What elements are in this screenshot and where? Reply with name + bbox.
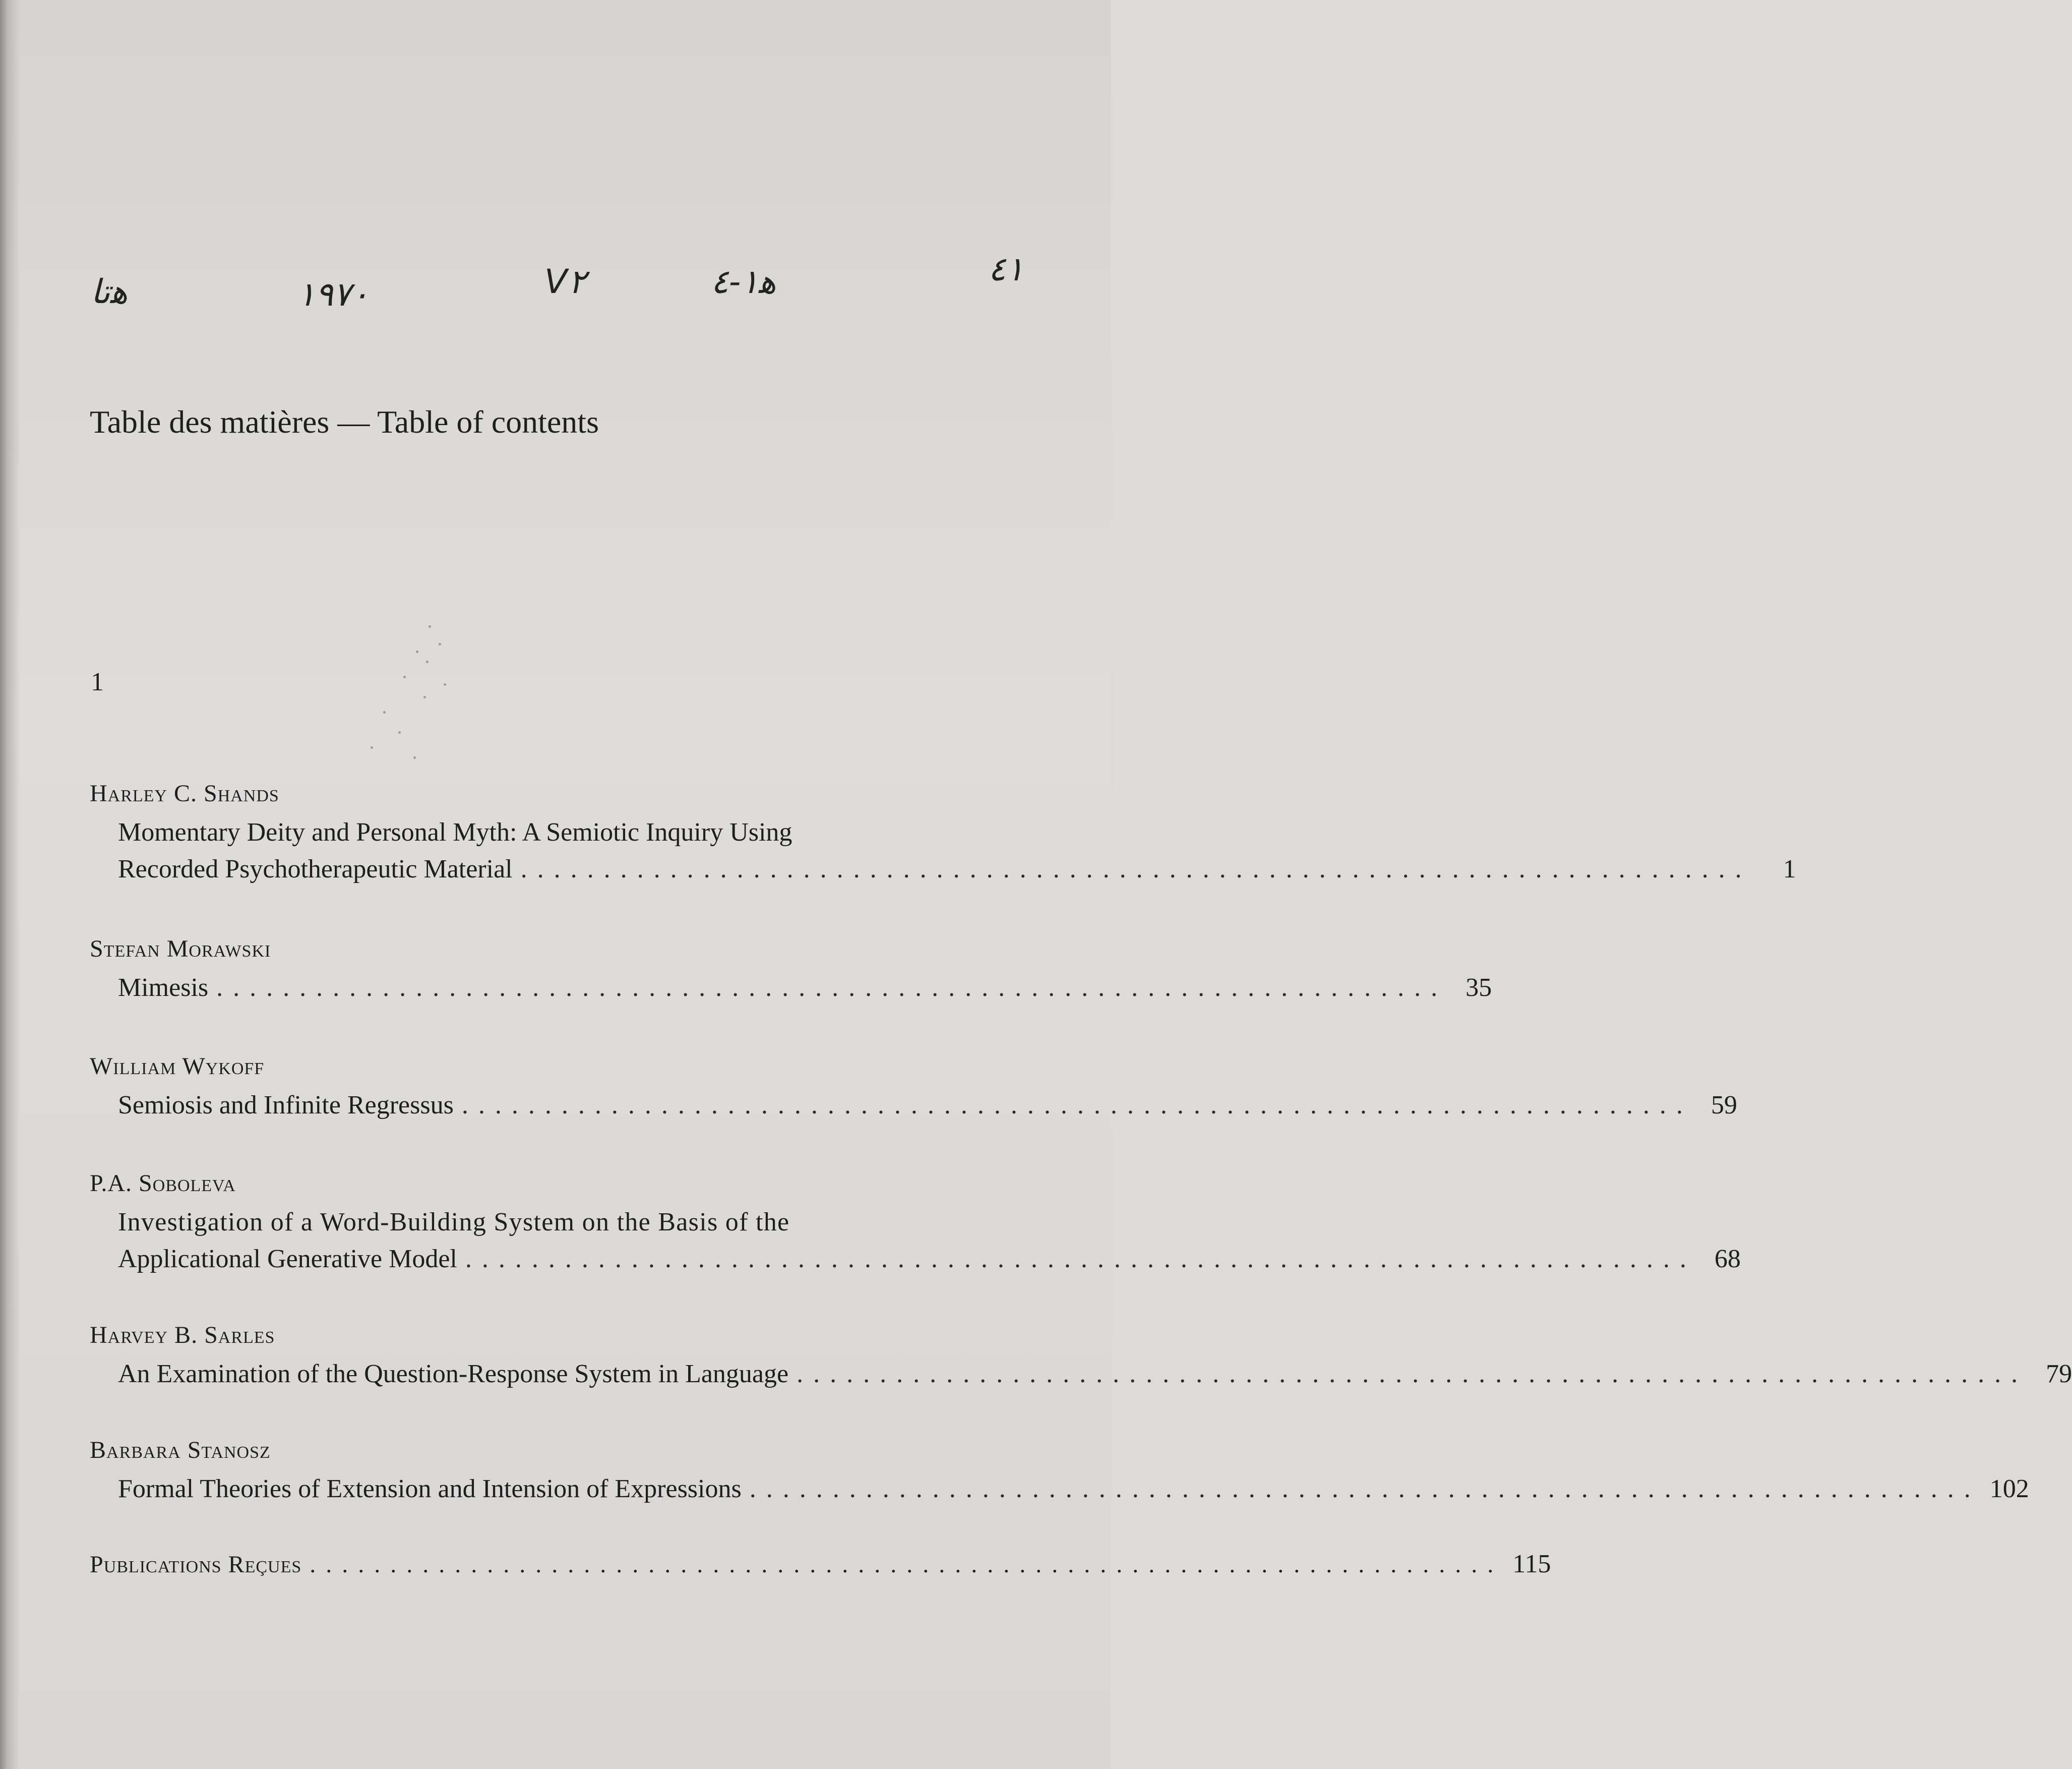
entry-title-line	[90, 1204, 969, 1241]
toc-publications	[90, 1544, 1551, 1584]
entry-title-line	[90, 969, 1492, 1006]
leader-dots: ..........................................................................	[797, 1360, 2028, 1388]
entry-author: Barbara Stanosz	[90, 1437, 271, 1463]
leader-dots: ..........................................................................	[461, 1091, 1693, 1119]
entry-author: Stefan Morawski	[90, 935, 271, 962]
entry-title-line	[90, 1470, 2029, 1507]
publications-label: Publications Reçues	[90, 1551, 302, 1578]
toc-entry	[90, 774, 1796, 888]
entry-title-line	[90, 1087, 1737, 1124]
entry-title: Mimesis	[118, 973, 209, 1002]
entry-title: Formal Theories of Extension and Intension of Expressions	[118, 1475, 742, 1503]
handwritten-note-1: ﻫﺗﺎ	[91, 272, 128, 311]
toc-entry	[90, 1430, 2029, 1507]
entry-title-line	[90, 851, 1796, 888]
toc-entry	[90, 1315, 2072, 1392]
entry-page-number: 79	[2046, 1360, 2072, 1388]
handwritten-note-3: V٢	[544, 262, 586, 301]
entry-title: An Examination of the Question-Response System in Language	[118, 1360, 789, 1388]
entry-page-number: 35	[1466, 973, 1492, 1002]
handwritten-notes	[0, 237, 1111, 318]
entry-author: Harvey B. Sarles	[90, 1322, 275, 1348]
handwritten-note-5: ٤١	[988, 250, 1024, 288]
entry-title: Applicational Generative Model	[118, 1245, 457, 1273]
toc-entry	[90, 929, 1492, 1006]
handwritten-note-4: ﻫ١-٤	[711, 262, 776, 301]
entry-author: William Wykoff	[90, 1053, 265, 1080]
publications-line	[90, 1544, 1551, 1584]
leader-dots: ..........................................................................	[216, 973, 1448, 1002]
leader-dots: ..........................................................................	[465, 1245, 1696, 1273]
entry-title: Recorded Psychotherapeutic Material	[118, 855, 513, 883]
entry-title-line	[90, 814, 969, 851]
entry-page-number: 102	[1989, 1475, 2029, 1503]
entry-author: Harley C. Shands	[90, 780, 279, 807]
entry-page-number: 59	[1711, 1091, 1737, 1119]
entry-title-line	[90, 1355, 2072, 1392]
leader-dots: ..........................................................................	[749, 1475, 1981, 1503]
leader-dots: ..........................................................................	[310, 1551, 1504, 1578]
entry-page-number: 68	[1714, 1245, 1741, 1273]
handwritten-note-2: ١٩٧٠	[297, 275, 369, 314]
publications-page-number: 115	[1512, 1550, 1551, 1578]
entry-title: Semiosis and Infinite Regressus	[118, 1091, 454, 1119]
section-number: 1	[91, 668, 104, 696]
entry-title: Momentary Deity and Personal Myth: A Semiotic Inquiry Using	[118, 818, 793, 847]
entry-title-line	[90, 1241, 1741, 1277]
entry-author: P.A. Soboleva	[90, 1170, 236, 1197]
entry-title: Investigation of a Word-Building System on the Basis of the	[118, 1208, 790, 1236]
toc-title: Table des matières — Table of contents	[90, 404, 599, 440]
leader-dots: ..........................................................................	[520, 855, 1752, 883]
toc-entry	[90, 1163, 1741, 1277]
toc-entry	[90, 1046, 1737, 1124]
entry-page-number: 1	[1783, 855, 1796, 883]
